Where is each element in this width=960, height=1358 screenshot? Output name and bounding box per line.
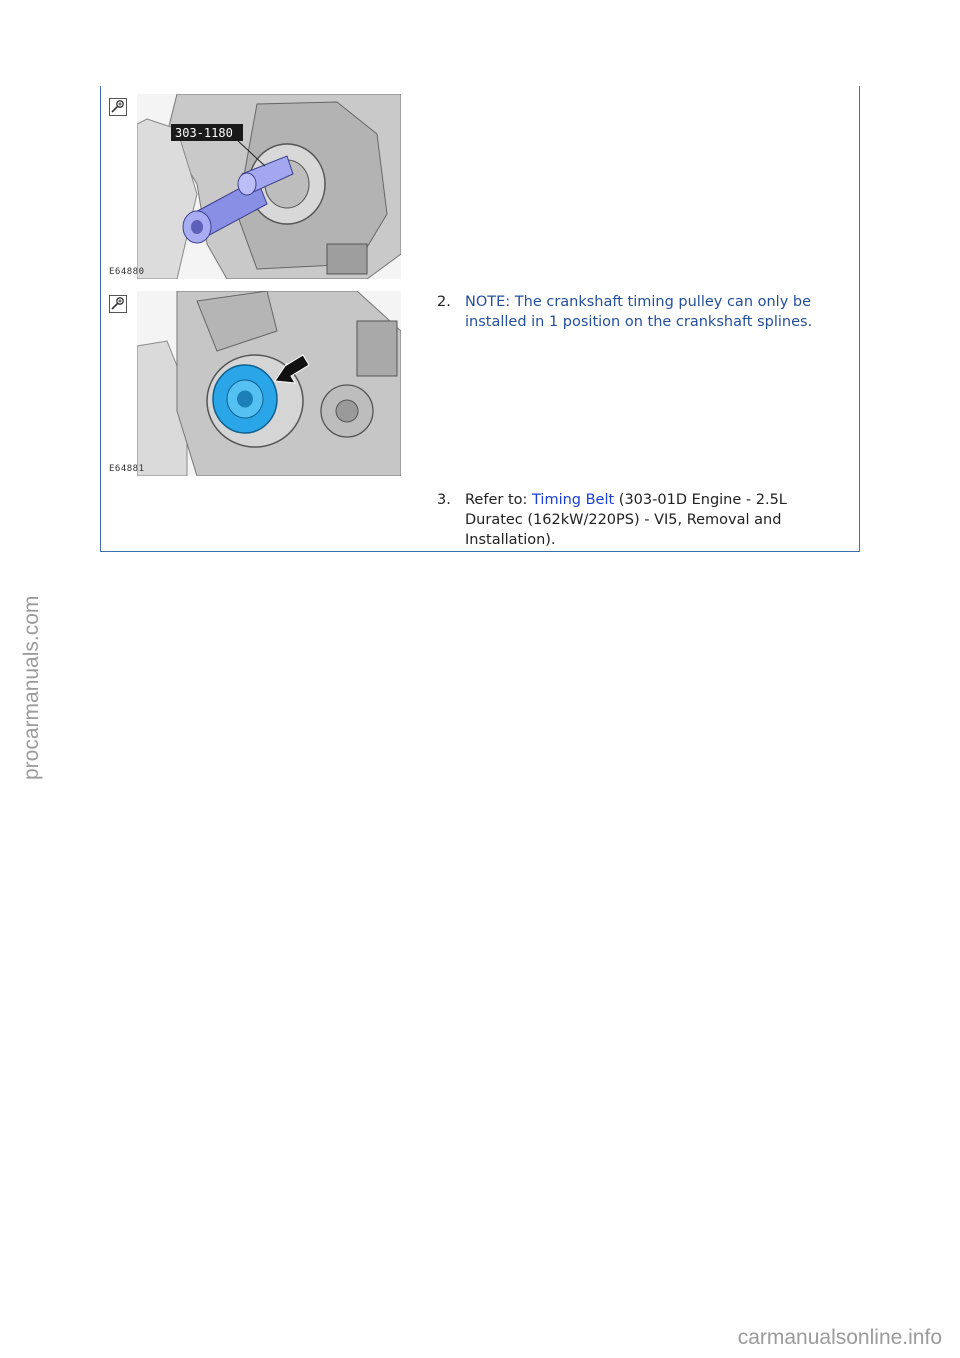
procedure-table	[100, 86, 860, 552]
step-text	[465, 490, 837, 550]
step-prefix: Refer to:	[465, 492, 532, 508]
zoom-icon[interactable]	[109, 295, 127, 313]
tool-callout: 303-1180	[175, 126, 233, 140]
timing-belt-link[interactable]: Timing Belt	[532, 492, 615, 508]
side-watermark: procarmanuals.com	[20, 595, 43, 780]
step-number: 3.	[437, 492, 451, 508]
step-2	[437, 292, 837, 332]
engine-illustration-2	[137, 291, 401, 476]
bottom-watermark: carmanualsonline.info	[737, 1326, 942, 1349]
crankshaft-pulley	[213, 365, 277, 433]
engine-illustration-1	[137, 94, 401, 279]
figure-tool-install	[109, 94, 401, 279]
figure-pulley-install	[109, 291, 401, 476]
step-suffix: (303-01D Engine - 2.5L Duratec (162kW/220PS) - VI5, Removal and Installation).	[465, 492, 787, 548]
figure-label: E64880	[109, 267, 145, 277]
step-number: 2.	[437, 294, 451, 310]
step-3	[437, 490, 837, 550]
step-note: NOTE: The crankshaft timing pulley can only be installed in 1 position on the crankshaft splines.	[465, 294, 813, 330]
zoom-icon[interactable]	[109, 98, 127, 116]
figure-label: E64881	[109, 464, 145, 474]
